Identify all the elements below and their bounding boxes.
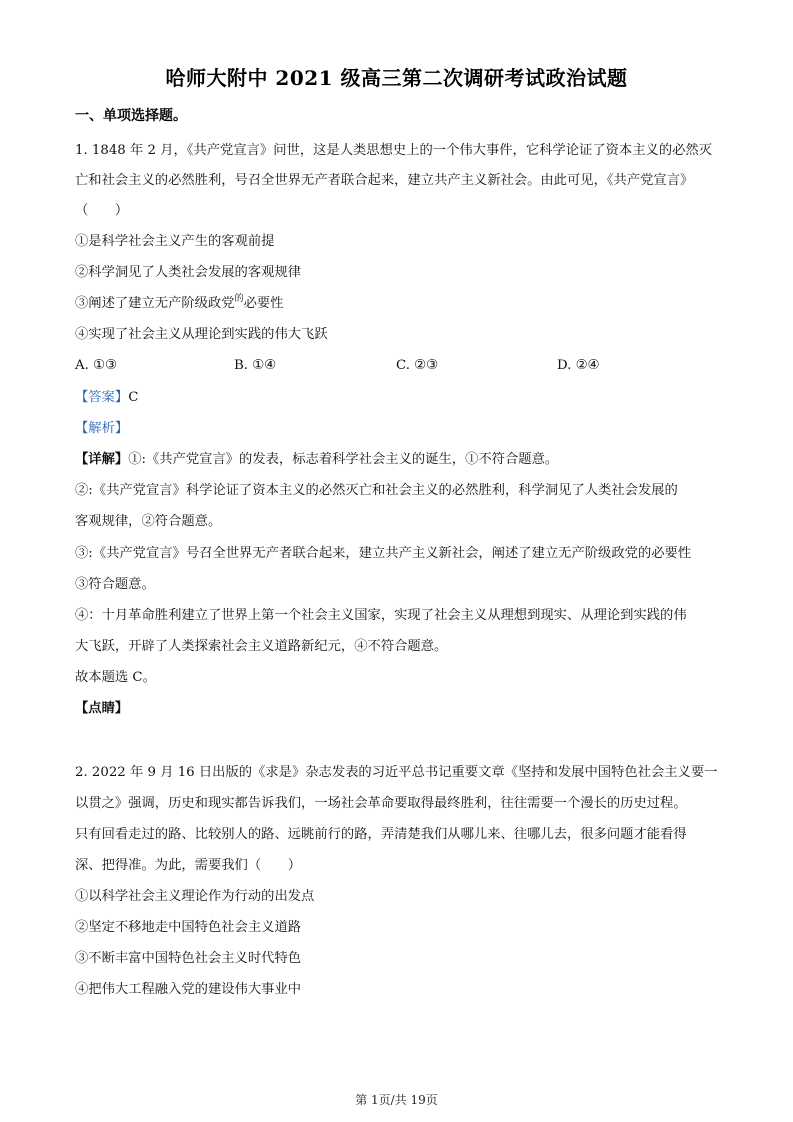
q1-choice-c: C. ②③ <box>396 358 438 373</box>
q1-detail-2a: ②:《共产党宣言》科学论证了资本主义的必然灭亡和社会主义的必然胜利，科学洞见了人类社会发展的 <box>75 483 678 498</box>
q1-detail-1 <box>75 451 725 469</box>
q1-detail-3b: ③符合题意。 <box>75 577 155 592</box>
q1-option-3-text-a: ③阐述了建立无产阶级政党 <box>75 296 235 311</box>
q1-choice-b: B. ①④ <box>234 358 277 373</box>
q2-option-4: ④把伟大工程融入党的建设伟大事业中 <box>75 982 302 997</box>
q2-option-1: ①以科学社会主义理论作为行动的出发点 <box>75 889 315 904</box>
q1-answer <box>75 389 725 407</box>
q1-detail-4a: ④：十月革命胜利建立了世界上第一个社会主义国家，实现了社会主义从理想到现实、从理论到实践的伟 <box>75 608 687 623</box>
q1-option-2: ②科学洞见了人类社会发展的客观规律 <box>75 265 302 280</box>
q1-detail-4b: 大飞跃，开辟了人类探索社会主义道路新纪元，④不符合题意。 <box>75 639 448 654</box>
q1-conclusion: 故本题选 C。 <box>75 670 156 685</box>
q1-choice-a: A. ①③ <box>75 358 117 373</box>
q1-detail-2b: 客观规律，②符合题意。 <box>75 514 222 529</box>
comment-label: 【点睛】 <box>75 701 129 716</box>
q1-stem-line-2: 亡和社会主义的必然胜利，号召全世界无产者联合起来，建立共产主义新社会。由此可见，《共产党宣言》 <box>75 173 694 188</box>
page-title: 哈师大附中 2021 级高三第二次调研考试政治试题 <box>165 66 628 90</box>
q1-choice-d: D. ②④ <box>557 358 600 373</box>
q2-stem-line-3: 只有回看走过的路、比较别人的路、远眺前行的路，弄清楚我们从哪儿来、往哪儿去，很多问题才能看得 <box>75 827 687 842</box>
q2-option-2: ②坚定不移地走中国特色社会主义道路 <box>75 920 302 935</box>
q1-option-3 <box>75 295 725 314</box>
q1-option-1: ①是科学社会主义产生的客观前提 <box>75 234 275 249</box>
q1-detail-3a: ③:《共产党宣言》号召全世界无产者联合起来，建立共产主义新社会，阐述了建立无产阶级政党的必要性 <box>75 546 692 561</box>
answer-value: C <box>128 390 139 405</box>
q1-option-3-superscript: 的 <box>234 294 244 304</box>
answer-label: 【答案】 <box>75 390 129 405</box>
analysis-label: 【解析】 <box>75 421 129 436</box>
q2-stem-line-2: 以贯之》强调，历史和现实都告诉我们，一场社会革命要取得最终胜利，往往需要一个漫长的历史过程。 <box>75 796 687 811</box>
q2-stem-line-4: 深、把得准。为此，需要我们（ ） <box>75 858 302 873</box>
q1-stem-line-3: （ ） <box>75 203 129 218</box>
detail-text-1: ①:《共产党宣言》的发表，标志着科学社会主义的诞生，①不符合题意。 <box>128 452 559 467</box>
q1-option-3-text-b: 必要性 <box>243 296 284 311</box>
q1-stem-line-1: 1. 1848 年 2 月，《共产党宣言》问世，这是人类思想史上的一个伟大事件，它科学论证了资本主义的必然灭 <box>75 143 713 158</box>
q2-stem-line-1: 2. 2022 年 9 月 16 日出版的《求是》杂志发表的习近平总书记重要文章《坚持和发展中国特色社会主义要一 <box>75 765 718 780</box>
section-heading: 一、单项选择题。 <box>75 108 187 124</box>
detail-label: 【详解】 <box>75 452 129 467</box>
q1-option-4: ④实现了社会主义从理论到实践的伟大飞跃 <box>75 327 328 342</box>
q2-option-3: ③不断丰富中国特色社会主义时代特色 <box>75 951 302 966</box>
page-footer: 第 1页/共 19页 <box>355 1093 438 1107</box>
